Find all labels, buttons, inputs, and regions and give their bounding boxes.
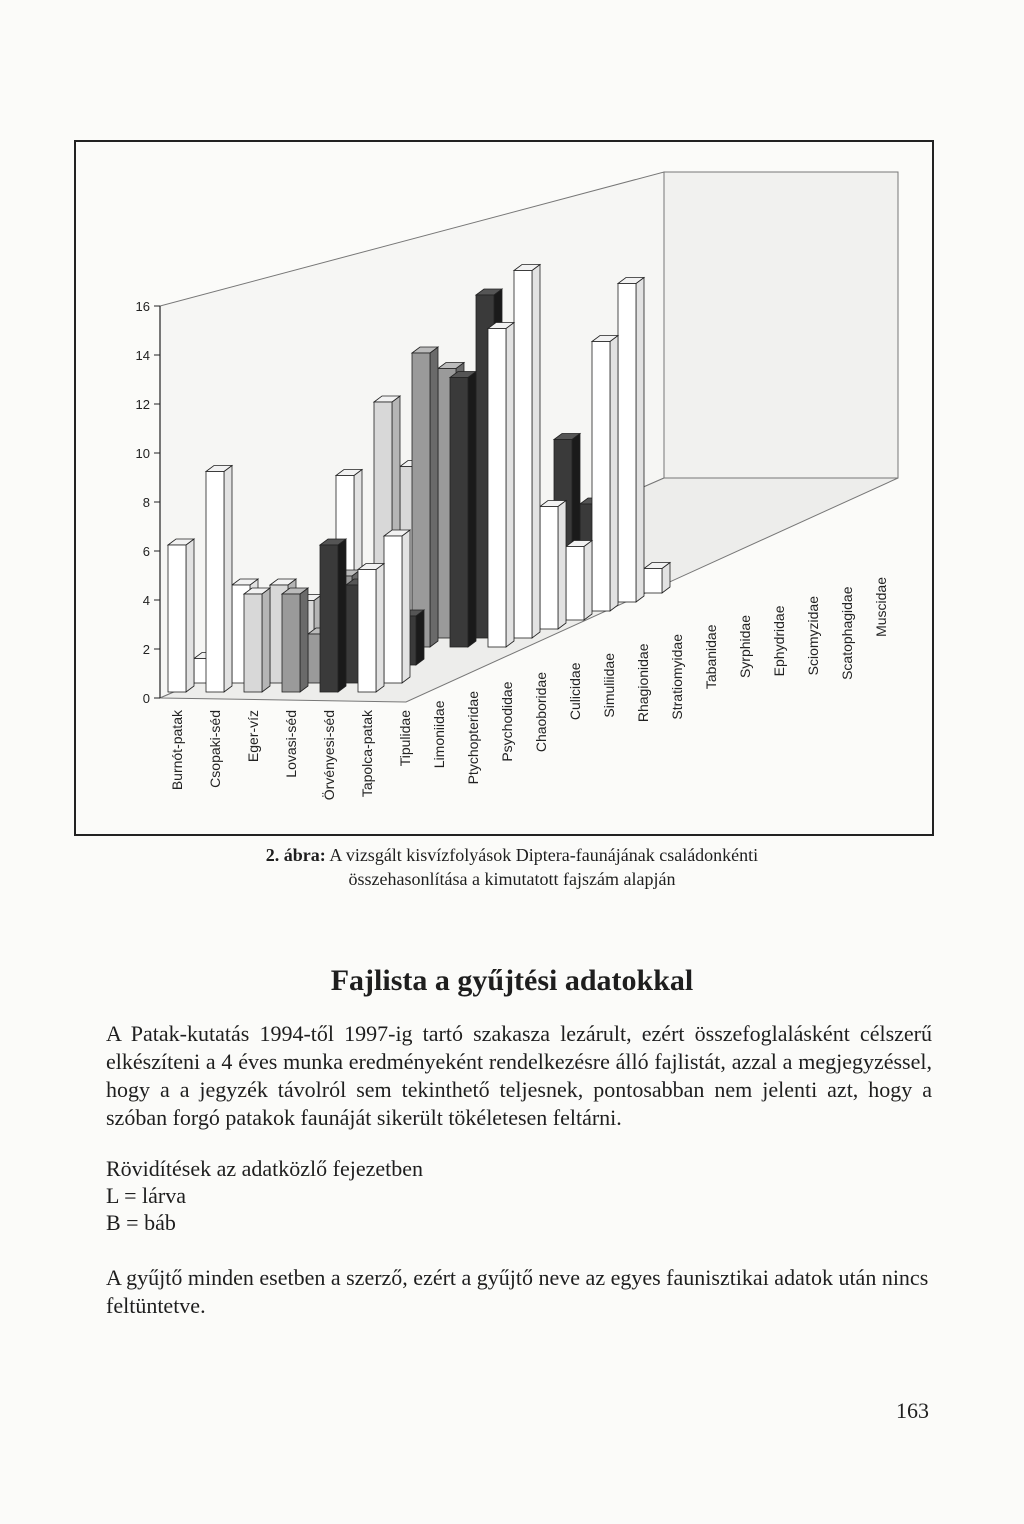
y-tick-label-16: 16 — [135, 299, 150, 314]
abbrev-heading: Rövidítések az adatközlő fejezetben — [106, 1156, 424, 1181]
bar-limoniidae-tapolca-patak-side — [402, 530, 410, 683]
y-tick-label-2: 2 — [142, 642, 150, 657]
bar-ephydridae-tapolca-patak-front — [644, 569, 662, 594]
abbrev-larva: L = lárva — [106, 1183, 186, 1208]
category-label-2: Ptychopteridae — [465, 691, 481, 785]
bar-tipulidae-örvényesi-séd-front — [320, 545, 338, 692]
bar-tipulidae-csopaki-séd-side — [224, 466, 232, 693]
category-label-12: Sciomyzidae — [805, 596, 821, 676]
paragraph-collector: A gyűjtő minden esetben a szerző, ezért a gyűjtő neve az egyes faunisztikai adatok után nincs feltüntetve. — [106, 1265, 929, 1318]
series-label-3: Lovasi-séd — [283, 710, 299, 778]
bar-stratiomyidae-tapolca-patak-front — [566, 547, 584, 621]
bar-culicidae-örvényesi-séd-side — [468, 372, 476, 648]
abbrev-pupa: B = báb — [106, 1210, 176, 1235]
bar-stratiomyidae-tapolca-patak-side — [584, 541, 592, 621]
series-label-1: Csopaki-séd — [207, 710, 223, 788]
bar-syrphidae-tapolca-patak-side — [636, 278, 644, 603]
category-label-10: Syrphidae — [737, 615, 753, 679]
y-tick-label-8: 8 — [142, 495, 150, 510]
bar-tipulidae-lovasi-séd-front — [282, 594, 300, 692]
series-label-2: Eger-víz — [245, 710, 261, 763]
category-label-13: Scatophagidae — [839, 586, 855, 680]
bar-culicidae-lovasi-séd-side — [430, 347, 438, 647]
bar-tipulidae-burnót-patak-front — [168, 545, 186, 692]
category-label-11: Ephydridae — [771, 605, 787, 677]
category-label-1: Limoniidae — [431, 700, 447, 769]
category-label-5: Culicidae — [567, 662, 583, 721]
bar-tipulidae-csopaki-séd-front — [206, 472, 224, 693]
y-tick-label-12: 12 — [135, 397, 150, 412]
bar-tipulidae-eger-víz-front — [244, 594, 262, 692]
bar-psychodidae-örvényesi-séd-side — [416, 610, 424, 665]
paragraph-intro: A Patak-kutatás 1994-től 1997-ig tartó szakasza lezárult, ezért összefoglalásként célszerű elkészíteni a 4 éves munka eredményeként rendelkezésre álló fajlistát, azzal a megjegyzéssel, hogy a a jegyzék távolról sem tekinthető teljesnek, pontosabban nem jelenti azt, hogy a szóban forgó patakok faunáját sikerült tökéletesen feltárni. — [106, 1021, 932, 1130]
bar-tipulidae-tapolca-patak-side — [376, 564, 384, 693]
bar-tipulidae-örvényesi-séd-side — [338, 539, 346, 692]
bar-culicidae-tapolca-patak-front — [488, 329, 506, 648]
bar-simuliidae-tapolca-patak-front — [514, 271, 532, 639]
bar-limoniidae-tapolca-patak-front — [384, 536, 402, 683]
bar-simuliidae-tapolca-patak-side — [532, 265, 540, 639]
back-wall — [664, 172, 898, 478]
category-label-14: Muscidae — [873, 577, 889, 637]
bar-syrphidae-tapolca-patak-front — [618, 284, 636, 603]
bar-tipulidae-burnót-patak-side — [186, 539, 194, 692]
bar-tabanidae-tapolca-patak-front — [592, 342, 610, 612]
chart-3d-bar — [76, 142, 932, 834]
series-label-0: Burnót-patak — [169, 710, 185, 791]
bar-culicidae-tapolca-patak-side — [506, 323, 514, 648]
y-tick-label-4: 4 — [142, 593, 150, 608]
category-label-9: Tabanidae — [703, 624, 719, 690]
caption-line2: összehasonlítása a kimutatott fajszám alapján — [348, 869, 676, 889]
series-label-5: Tapolca-patak — [359, 710, 375, 798]
category-label-3: Psychodidae — [499, 681, 515, 762]
caption-line1: A vizsgált kisvízfolyások Diptera-faunájának családonkénti — [329, 845, 759, 865]
bar-tabanidae-tapolca-patak-side — [610, 336, 618, 612]
category-label-6: Simuliidae — [601, 653, 617, 718]
bar-tipulidae-eger-víz-side — [262, 588, 270, 692]
bar-culicidae-örvényesi-séd-front — [450, 378, 468, 648]
category-label-4: Chaoboridae — [533, 672, 549, 753]
bar-rhagionidae-tapolca-patak-side — [558, 501, 566, 630]
bar-culicidae-lovasi-séd-front — [412, 353, 430, 647]
caption-label: 2. ábra: — [265, 845, 326, 865]
bar-rhagionidae-tapolca-patak-front — [540, 507, 558, 630]
section-title: Fajlista a gyűjtési adatokkal — [330, 964, 694, 997]
series-label-4: Örvényesi-séd — [321, 710, 337, 801]
bar-tipulidae-tapolca-patak-front — [358, 570, 376, 693]
category-label-7: Rhagionidae — [635, 643, 651, 723]
page-number: 163 — [896, 1398, 929, 1423]
bar-tipulidae-lovasi-séd-side — [300, 588, 308, 692]
figure-caption — [140, 843, 884, 891]
category-label-0: Tipulidae — [397, 710, 413, 767]
y-tick-label-10: 10 — [135, 446, 150, 461]
y-tick-label-6: 6 — [142, 544, 150, 559]
y-tick-label-0: 0 — [142, 691, 150, 706]
category-label-8: Stratiomyidae — [669, 634, 685, 720]
y-tick-label-14: 14 — [135, 348, 150, 363]
figure-frame — [74, 140, 934, 836]
